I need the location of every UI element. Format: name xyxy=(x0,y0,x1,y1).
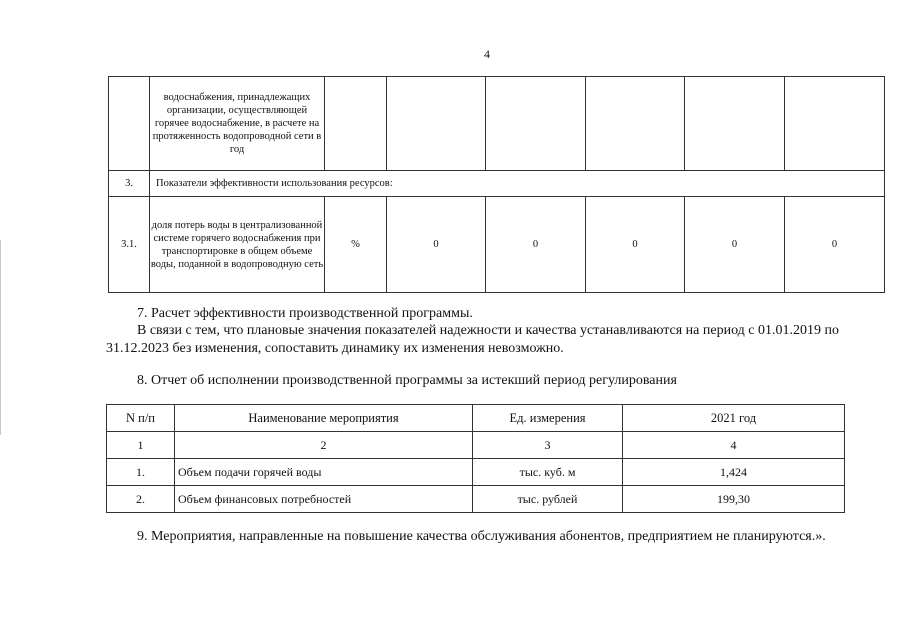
column-number: 4 xyxy=(623,432,845,459)
table-cell xyxy=(486,77,586,171)
table-row xyxy=(109,197,885,293)
row-number: 1. xyxy=(107,459,175,486)
section-9-text: 9. Мероприятия, направленные на повышение качества обслуживания абонентов, предприятием не планируются.». xyxy=(137,529,826,544)
row-number xyxy=(109,77,150,171)
column-number-row xyxy=(107,432,845,459)
table-cell xyxy=(586,77,685,171)
table-row xyxy=(107,486,845,513)
row-number: 3.1. xyxy=(109,197,150,293)
column-number: 1 xyxy=(107,432,175,459)
indicator-description: доля потерь воды в централизованной системе горячего водоснабжения при транспортировке в общем объеме воды, поданной в водопроводную сеть xyxy=(150,197,325,293)
report-table xyxy=(106,404,845,513)
table-cell xyxy=(325,77,387,171)
activity-name: Объем подачи горячей воды xyxy=(175,459,473,486)
indicators-table xyxy=(108,76,885,293)
unit-cell: % xyxy=(325,197,387,293)
column-number: 3 xyxy=(473,432,623,459)
table-cell xyxy=(387,77,486,171)
table-row xyxy=(109,77,885,171)
header-unit: Ед. измерения xyxy=(473,405,623,432)
section-label: Показатели эффективности использования ресурсов: xyxy=(150,171,885,197)
header-number: N п/п xyxy=(107,405,175,432)
indicator-description: водоснабжения, принадлежащих организации, осуществляющей горячее водоснабжение, в расчете на протяженность водопроводной сети в год xyxy=(150,77,325,171)
activity-name: Объем финансовых потребностей xyxy=(175,486,473,513)
header-name: Наименование мероприятия xyxy=(175,405,473,432)
value-cell: 1,424 xyxy=(623,459,845,486)
table-cell xyxy=(685,77,785,171)
unit-cell: тыс. рублей xyxy=(473,486,623,513)
value-cell: 0 xyxy=(586,197,685,293)
unit-cell: тыс. куб. м xyxy=(473,459,623,486)
value-cell: 199,30 xyxy=(623,486,845,513)
column-number: 2 xyxy=(175,432,473,459)
scan-margin-line xyxy=(0,240,1,435)
value-cell: 0 xyxy=(785,197,885,293)
page-number: 4 xyxy=(484,47,490,61)
value-cell: 0 xyxy=(685,197,785,293)
row-number: 2. xyxy=(107,486,175,513)
row-number: 3. xyxy=(109,171,150,197)
table-row xyxy=(107,459,845,486)
section-7-text: В связи с тем, что плановые значения показателей надежности и качества устанавливаются на период с 01.01.2019 по 31.12.2023 без изменения, сопоставить динамику их изменения невозможно. xyxy=(106,323,839,356)
header-year: 2021 год xyxy=(623,405,845,432)
section-8-heading: 8. Отчет об исполнении производственной программы за истекший период регулирования xyxy=(137,373,677,388)
table-cell xyxy=(785,77,885,171)
value-cell: 0 xyxy=(486,197,586,293)
section-7-heading: 7. Расчет эффективности производственной программы. xyxy=(137,306,473,321)
value-cell: 0 xyxy=(387,197,486,293)
section-row xyxy=(109,171,885,197)
table-header-row xyxy=(107,405,845,432)
